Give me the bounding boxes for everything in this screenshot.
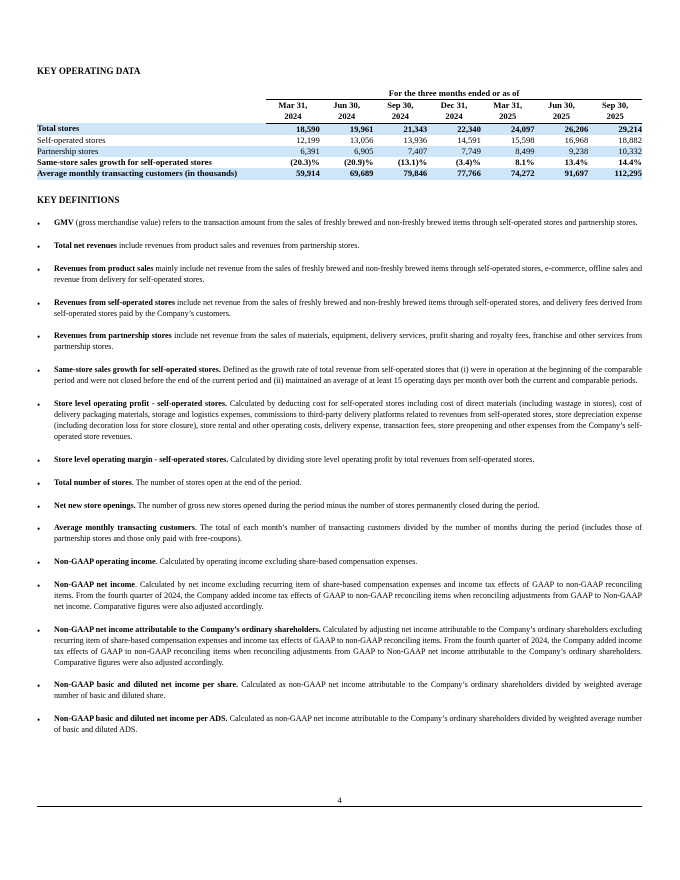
table-cell: 77,766	[427, 168, 481, 179]
column-header-month: Jun 30,	[548, 100, 575, 111]
definition-item	[37, 298, 642, 320]
definition-item	[37, 365, 642, 387]
definition-item	[37, 399, 642, 443]
bullet-icon: •	[37, 455, 41, 466]
table-cell: 8.1%	[515, 157, 535, 168]
definition-text: . The total of each month’s number of transacting customers divided by the number of months during the period (includes those of partnership stores and those only paid with free-coupons).	[54, 523, 642, 544]
footer-rule	[37, 806, 642, 807]
operating-data-table	[37, 88, 642, 180]
table-cell: 7,749	[427, 146, 481, 157]
definition-term: Average monthly transacting customers	[54, 523, 195, 533]
table-cell: (3.4)%	[455, 157, 481, 168]
definition-term: Revenues from partnership stores	[54, 331, 172, 341]
table-cell: 6,391	[266, 146, 320, 157]
definition-term: GMV	[54, 218, 74, 227]
definition-item	[37, 680, 642, 702]
bullet-icon: •	[37, 332, 41, 343]
definition-term: Same-store sales growth for self-operated stores.	[54, 365, 221, 375]
table-cell: (20.3)%	[290, 157, 320, 168]
row-label: Partnership stores	[37, 146, 266, 157]
bullet-icon: •	[37, 625, 41, 636]
definition-term: Revenues from product sales	[54, 263, 154, 273]
definition-term: Non-GAAP net income attributable to the Company’s ordinary shareholders.	[54, 624, 321, 634]
definitions-list	[37, 218, 642, 748]
row-label: Same-store sales growth for self-operated stores	[37, 157, 212, 168]
table-cell: 22,340	[427, 123, 481, 135]
definition-text: . The number of stores open at the end of the period.	[131, 477, 302, 487]
definition-text: Calculated as non-GAAP net income attributable to the Company’s ordinary shareholders divided by weighted average number of basic and diluted ADS.	[54, 714, 642, 735]
table-cell: 24,097	[481, 123, 535, 135]
definition-item	[37, 241, 642, 252]
table-cell: 18,590	[266, 123, 320, 135]
bullet-icon: •	[37, 501, 41, 512]
table-row	[37, 146, 642, 157]
definition-item	[37, 501, 642, 512]
definition-term: Non-GAAP basic and diluted net income per share.	[54, 680, 239, 690]
table-cell: 21,343	[373, 123, 427, 135]
definition-item	[37, 478, 642, 489]
table-cell: 69,689	[320, 168, 374, 179]
definition-term: Revenues from self-operated stores	[54, 297, 175, 307]
table-cell: 14,591	[457, 134, 481, 145]
definition-item	[37, 218, 642, 229]
column-header-row-1	[37, 100, 642, 112]
definition-term: Non-GAAP operating income	[54, 557, 156, 567]
table-cell: 16,968	[564, 134, 589, 145]
column-header-year: 2024	[266, 111, 320, 123]
definition-term: Net new store openings.	[54, 500, 136, 510]
column-header-month: Mar 31,	[493, 100, 523, 111]
column-header-month: Mar 31,	[278, 100, 308, 111]
bullet-icon: •	[37, 400, 41, 411]
period-header-row	[37, 88, 642, 100]
table-row	[37, 157, 642, 168]
column-header-month: Dec 31,	[440, 100, 468, 111]
definition-text: mainly include net revenue from the sales of freshly brewed and non-freshly brewed items through self-operated stores, e-commerce, offline sales and revenue from delivery for self-operated stores.	[54, 263, 642, 284]
definition-term: Non-GAAP basic and diluted net income per ADS.	[54, 714, 228, 724]
row-label: Self-operated stores	[37, 134, 106, 145]
table-cell: 8,499	[481, 146, 535, 157]
definition-item	[37, 625, 642, 669]
table-cell: 74,272	[481, 168, 535, 179]
table-cell: 19,961	[320, 123, 374, 135]
period-title: For the three months ended or as of	[266, 88, 642, 100]
definition-text: The number of gross new stores opened during the period minus the number of stores permanently closed during the period.	[135, 500, 540, 510]
definition-text: include revenues from product sales and revenues from partnership stores.	[116, 240, 360, 250]
column-header-month: Sep 30,	[602, 100, 629, 111]
table-row	[37, 135, 642, 146]
table-cell: 29,214	[588, 123, 642, 135]
definition-text: . Calculated by net income excluding recurring item of share-based compensation expenses and income tax effects of GAAP to non-GAAP reconciling items. From the fourth quarter of 2024, the Company added income tax effects of GAAP to non-GAAP reconciling items when reconciling adjustments from GAAP to Non-GAAP net income. Comparative figures were also adjusted accordingly.	[54, 580, 642, 611]
table-cell: 59,914	[266, 168, 320, 179]
bullet-icon: •	[37, 524, 41, 535]
table-cell: 112,295	[588, 168, 642, 179]
definition-text: Calculated by deducting cost for self-operated stores including cost of direct materials (including wastage in stores), cost of delivery packaging materials, storage and logistics expenses, commissions to third-party delivery platforms related to revenues from self-operated stores, store depreciation expense (including decoration loss for store closure), store rental and other operating costs, delivery expense, transaction fees, store preopening and other expenses from the Company’s self-operated store revenues.	[54, 399, 642, 441]
row-label: Average monthly transacting customers (in thousands)	[37, 168, 266, 179]
column-header-year: 2025	[481, 111, 535, 123]
table-cell: 7,407	[373, 146, 427, 157]
table-cell: 79,846	[373, 168, 427, 179]
definition-term: Store level operating margin - self-operated stores.	[54, 454, 229, 464]
definition-text: . Calculated by operating income excluding share-based compensation expenses.	[155, 557, 418, 567]
row-label: Total stores	[37, 123, 266, 135]
column-header-month: Sep 30,	[387, 100, 414, 111]
table-cell: 13,936	[403, 134, 428, 145]
section-title-operating-data: KEY OPERATING DATA	[37, 66, 141, 76]
column-header-year: 2025	[535, 111, 589, 123]
definition-item	[37, 331, 642, 353]
bullet-icon: •	[37, 264, 41, 275]
table-cell: 18,882	[618, 134, 642, 145]
definition-term: Non-GAAP net income	[54, 580, 135, 590]
column-header-month: Jun 30,	[333, 100, 360, 111]
definition-text: Calculated as non-GAAP net income attributable to the Company’s ordinary shareholders divided by weighted average number of basic and diluted share.	[54, 680, 642, 701]
definition-text: Calculated by adjusting net income attributable to the Company’s ordinary shareholders excluding recurring item of share-based compensation expenses and income tax effects of GAAP to non-GAAP reconciling items. From the fourth quarter of 2024, the Company added income tax effects of GAAP to non-GAAP reconciling items when reconciling adjustments from GAAP to Non-GAAP net income attributable to the Company’s ordinary shareholders. Comparative figures were also adjusted accordingly.	[54, 624, 642, 667]
table-cell: 13.4%	[564, 157, 589, 168]
bullet-icon: •	[37, 298, 41, 309]
definition-item	[37, 264, 642, 286]
definition-item	[37, 557, 642, 568]
definition-item	[37, 714, 642, 736]
definition-item	[37, 580, 642, 613]
bullet-icon: •	[37, 219, 41, 229]
column-header-year: 2025	[588, 111, 642, 123]
column-header-row-2	[37, 111, 642, 123]
column-header-year: 2024	[320, 111, 374, 123]
definition-term: Total net revenues	[54, 240, 117, 250]
definition-text: (gross merchandise value) refers to the transaction amount from the sales of freshly brewed and non-freshly brewed items through self-operated stores and partnership stores.	[73, 218, 638, 227]
definition-term: Store level operating profit - self-operated stores.	[54, 399, 228, 409]
section-title-definitions: KEY DEFINITIONS	[37, 195, 120, 205]
column-header-year: 2024	[373, 111, 427, 123]
definition-text: Calculated by dividing store level operating profit by total revenues from self-operated stores.	[228, 454, 535, 464]
definition-text: include net revenue from the sales of freshly brewed and non-freshly brewed items through self-operated stores, and delivery fees derived from self-operated stores paid by the Company’s customers.	[54, 297, 642, 318]
table-cell: 9,238	[535, 146, 589, 157]
table-cell: 26,206	[535, 123, 589, 135]
definition-term: Total number of stores	[54, 477, 132, 487]
bullet-icon: •	[37, 558, 41, 569]
table-cell: 6,905	[320, 146, 374, 157]
table-cell: 12,199	[296, 134, 320, 145]
table-cell: (20.9)%	[344, 157, 374, 168]
page-number: 4	[337, 795, 342, 805]
bullet-icon: •	[37, 581, 41, 592]
definition-text: Defined as the growth rate of total revenue from self-operated stores that (i) were in operation at the beginning of the comparable period and were not closed before the end of the current period and (ii) maintained an average of at least 15 operating days per month over both the current and comparable periods.	[54, 365, 643, 386]
table-cell: 10,332	[588, 146, 642, 157]
table-cell: (13.1)%	[397, 157, 428, 168]
table-row	[37, 123, 642, 135]
bullet-icon: •	[37, 366, 41, 377]
definition-item	[37, 455, 642, 466]
table-row	[37, 168, 642, 179]
column-header-year: 2024	[427, 111, 481, 123]
definition-text: include net revenue from the sales of materials, equipment, delivery services, profit sharing and royalty fees, franchise and other services from partnership stores.	[54, 331, 642, 352]
definition-item	[37, 523, 642, 545]
table-cell: 15,598	[510, 134, 535, 145]
table-cell: 14.4%	[618, 157, 642, 168]
bullet-icon: •	[37, 241, 41, 252]
table-cell: 91,697	[535, 168, 589, 179]
bullet-icon: •	[37, 478, 41, 489]
table-cell: 13,056	[349, 134, 374, 145]
bullet-icon: •	[37, 681, 41, 692]
bullet-icon: •	[37, 715, 41, 726]
